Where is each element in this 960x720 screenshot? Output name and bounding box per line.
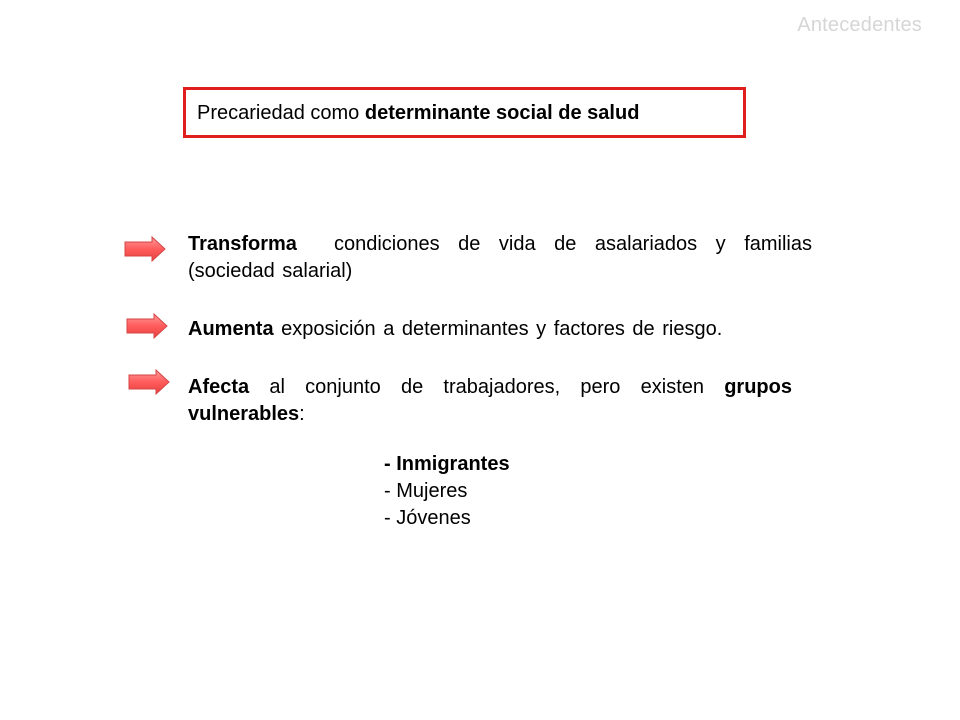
section-title: Antecedentes <box>797 14 922 36</box>
bullet-1-bold: Transforma <box>188 233 297 255</box>
arrow-right-icon <box>124 236 166 262</box>
title-bold: determinante social de salud <box>364 101 640 124</box>
bullet-1-text: condiciones de vida de asalariados y familias <box>296 233 812 255</box>
vulnerable-groups-list <box>384 451 510 532</box>
bullet-3-text: al conjunto de trabajadores, pero existen <box>249 376 725 398</box>
bullet-2-bold: Aumenta <box>188 318 274 340</box>
bullet-3-line2-bold: vulnerables <box>188 403 300 425</box>
bullet-3-bold2: grupos <box>724 376 792 398</box>
list-item: - Jóvenes <box>384 507 471 529</box>
bullet-transforma <box>188 231 812 285</box>
bullet-3-bold: Afecta <box>188 376 250 398</box>
title-prefix: Precariedad como <box>197 101 365 124</box>
bullet-2-text: exposición a determinantes y factores de riesgo. <box>273 318 723 340</box>
bullet-1-line2: (sociedad salarial) <box>188 260 353 282</box>
bullet-3-line2-text: : <box>299 403 305 425</box>
arrow-right-icon <box>126 313 168 339</box>
bullet-afecta <box>188 374 792 428</box>
list-item: - Mujeres <box>384 480 468 502</box>
arrow-right-icon <box>128 369 170 395</box>
bullet-aumenta <box>188 316 722 343</box>
slide-title-box <box>183 87 746 138</box>
list-item: - Inmigrantes <box>384 453 510 475</box>
